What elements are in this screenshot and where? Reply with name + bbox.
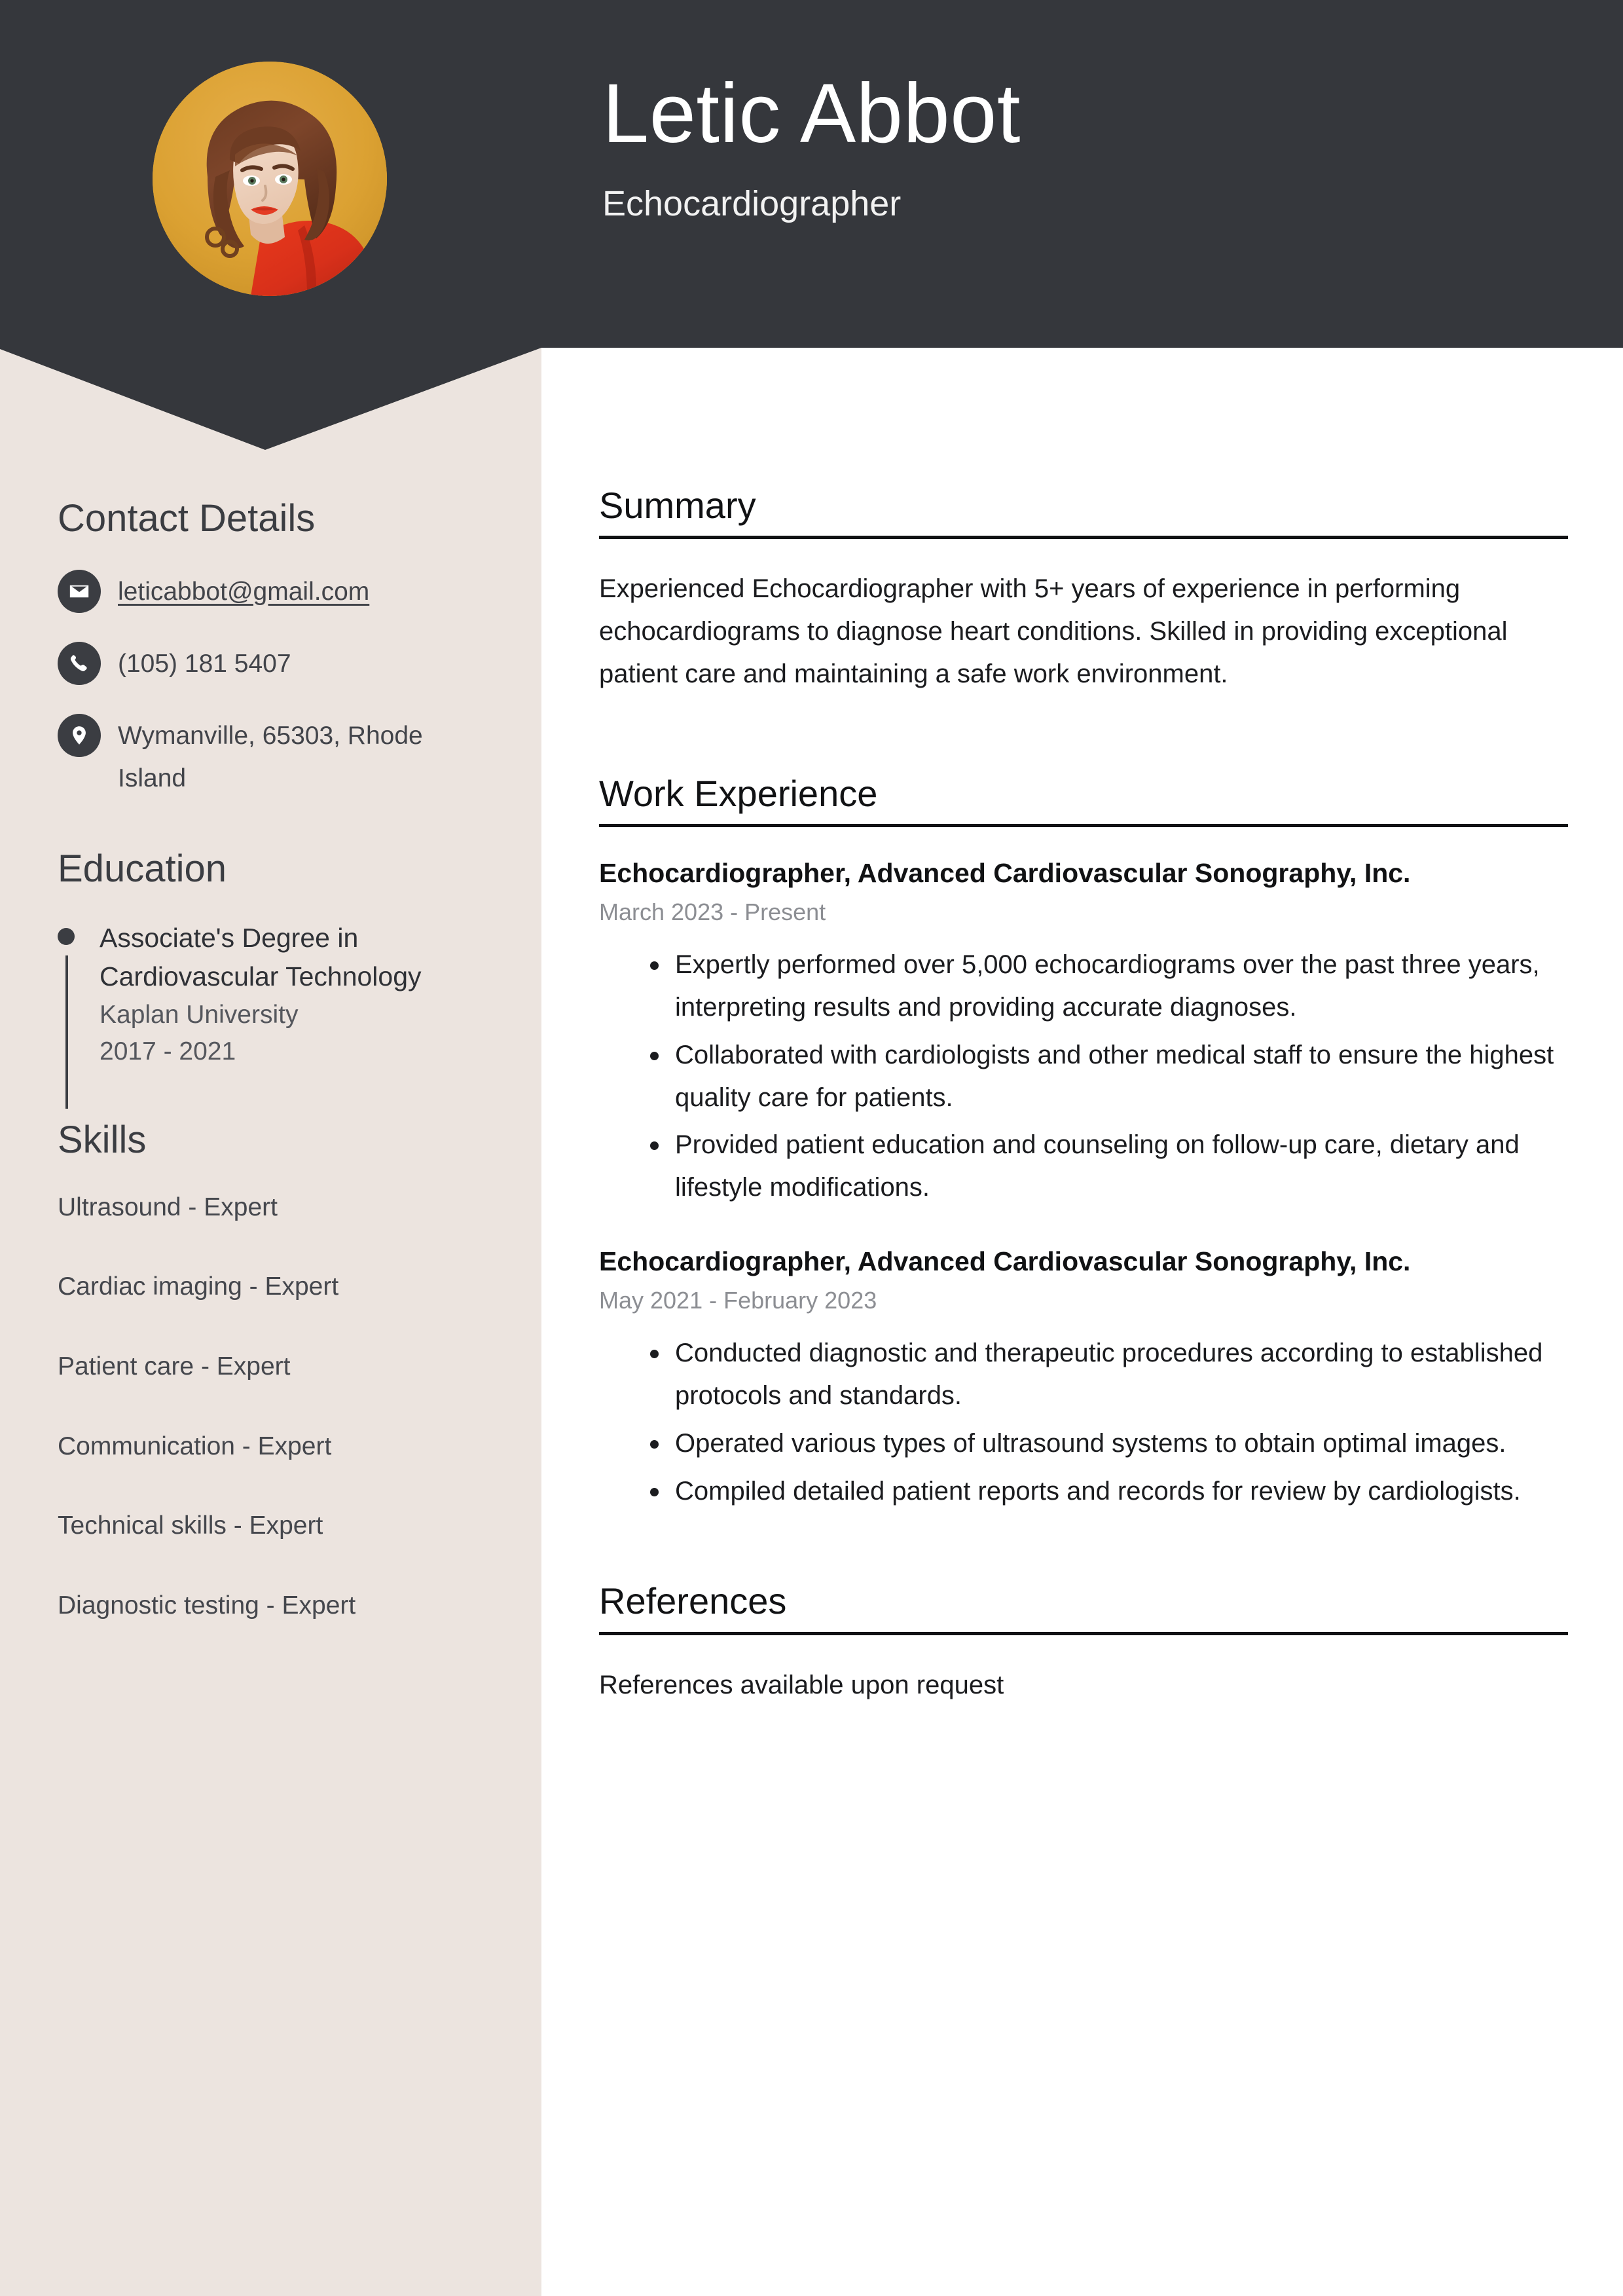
avatar (153, 62, 387, 296)
summary-text: Experienced Echocardiographer with 5+ years of experience in performing echocardiograms to diagnose heart conditions. Skilled in providing exceptional patient care and maintaining a safe work environment. (599, 574, 1508, 688)
skills-heading: Skills (58, 1118, 147, 1161)
map-pin-icon (58, 714, 101, 757)
references-section (599, 1580, 1568, 1706)
job-title: Echocardiographer, Advanced Cardiovascular Sonography, Inc. (599, 858, 1411, 889)
job-dates: March 2023 - Present (599, 898, 826, 926)
job-entry (599, 856, 1568, 1209)
job-bullet-list (599, 944, 1568, 1209)
references-text: References available upon request (599, 1670, 1004, 1699)
timeline-dot-icon (58, 928, 75, 945)
job-bullet: Operated various types of ultrasound systems to obtain optimal images. (599, 1422, 1568, 1465)
job-entry (599, 1244, 1568, 1512)
envelope-icon (58, 570, 101, 613)
contact-item-location (58, 713, 490, 800)
education-degree: Associate's Degree in Cardiovascular Technology (100, 922, 422, 992)
job-title: Echocardiographer, Advanced Cardiovascular Sonography, Inc. (599, 1246, 1411, 1277)
job-bullet: Conducted diagnostic and therapeutic procedures according to established protocols and standards. (599, 1332, 1568, 1417)
candidate-name: Letic Abbot (602, 67, 1021, 160)
work-experience-heading: Work Experience (599, 772, 878, 814)
avatar-photo (153, 62, 387, 296)
summary-divider (599, 536, 1568, 539)
education-school: Kaplan University (100, 1000, 299, 1029)
job-bullet: Provided patient education and counseling on follow-up care, dietary and lifestyle modifications. (599, 1124, 1568, 1209)
header-text-block (602, 67, 1021, 224)
job-bullet: Compiled detailed patient reports and records for review by cardiologists. (599, 1470, 1568, 1513)
education-heading: Education (58, 847, 227, 891)
job-dates: May 2021 - February 2023 (599, 1287, 877, 1314)
skill-item: Diagnostic testing - Expert (58, 1591, 356, 1620)
contact-details-heading: Contact Details (58, 497, 316, 540)
section-spacer (599, 695, 1568, 773)
references-divider (599, 1632, 1568, 1635)
summary-section (599, 485, 1568, 695)
contact-item-phone[interactable] (58, 640, 490, 685)
job-bullet: Expertly performed over 5,000 echocardiograms over the past three years, interpreting results and providing accurate diagnoses. (599, 944, 1568, 1029)
section-spacer (599, 1517, 1568, 1580)
references-heading: References (599, 1580, 787, 1622)
skill-item: Patient care - Expert (58, 1352, 291, 1380)
education-dates: 2017 - 2021 (100, 1037, 236, 1066)
summary-heading: Summary (599, 485, 756, 526)
skill-item: Communication - Expert (58, 1432, 332, 1460)
email-value[interactable]: leticabbot@gmail.com (118, 577, 370, 606)
skill-item: Technical skills - Expert (58, 1511, 323, 1540)
sidebar-content (58, 498, 490, 1667)
education-entry (58, 919, 490, 1071)
timeline-line (65, 955, 68, 1109)
job-bullet-list (599, 1332, 1568, 1512)
phone-icon (58, 642, 101, 685)
skill-item: Cardiac imaging - Expert (58, 1272, 339, 1301)
location-value: Wymanville, 65303, Rhode Island (118, 722, 423, 792)
candidate-job-title: Echocardiographer (602, 184, 902, 223)
contact-item-email[interactable] (58, 568, 490, 613)
job-bullet: Collaborated with cardiologists and other medical staff to ensure the highest quality care for patients. (599, 1034, 1568, 1119)
main-content (599, 485, 1568, 1707)
work-experience-divider (599, 824, 1568, 827)
work-experience-section (599, 773, 1568, 1513)
phone-value: (105) 181 5407 (118, 650, 291, 678)
skill-item: Ultrasound - Expert (58, 1193, 278, 1221)
